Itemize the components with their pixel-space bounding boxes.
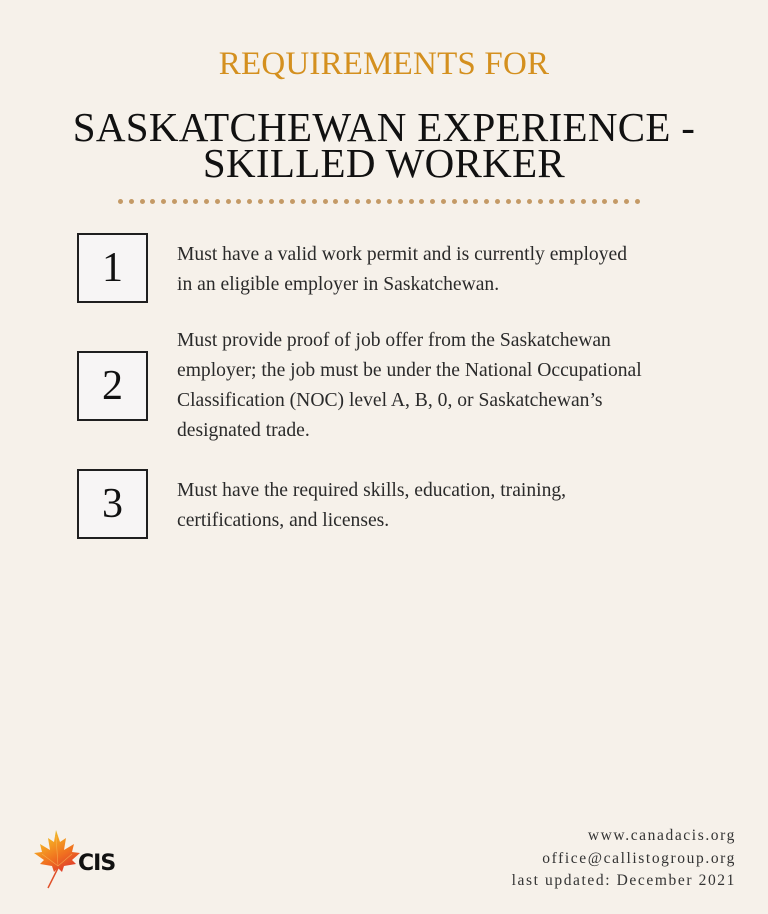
divider-dot xyxy=(570,199,575,204)
divider-dot xyxy=(204,199,209,204)
number-box: 2 xyxy=(77,351,148,421)
divider-dot xyxy=(473,199,478,204)
title-line-2: SKILLED WORKER xyxy=(202,140,566,186)
divider-dot xyxy=(495,199,500,204)
divider-dot xyxy=(549,199,554,204)
divider-dot xyxy=(592,199,597,204)
divider-dot xyxy=(635,199,640,204)
divider-dot xyxy=(398,199,403,204)
maple-leaf-icon xyxy=(26,828,118,890)
divider-dot xyxy=(419,199,424,204)
divider-dot xyxy=(215,199,220,204)
page-title xyxy=(0,104,768,186)
divider-dot xyxy=(624,199,629,204)
divider-dot xyxy=(312,199,317,204)
divider-dot xyxy=(150,199,155,204)
divider-dot xyxy=(140,199,145,204)
divider-dot xyxy=(247,199,252,204)
svg-text:CIS: CIS xyxy=(78,851,116,876)
last-updated: last updated: December 2021 xyxy=(511,872,736,889)
divider-dot xyxy=(226,199,231,204)
website-link[interactable]: www.canadacis.org xyxy=(587,827,736,844)
divider-dot xyxy=(506,199,511,204)
requirement-text: Must provide proof of job offer from the Saskatchewan employer; the job must be under the National Occupational Classification (NOC) level A, B, 0, or Saskatchewan’s designated trade. xyxy=(177,330,642,441)
cis-logo xyxy=(26,828,118,890)
divider-dot xyxy=(172,199,177,204)
title-line-1: SASKATCHEWAN EXPERIENCE - xyxy=(72,104,696,150)
divider-dot xyxy=(527,199,532,204)
requirement-text: Must have a valid work permit and is currently employed in an eligible employer in Saskatchewan. xyxy=(177,244,627,295)
divider-dot xyxy=(183,199,188,204)
divider-dot xyxy=(409,199,414,204)
divider-dot xyxy=(269,199,274,204)
divider-dot xyxy=(333,199,338,204)
divider-dot xyxy=(258,199,263,204)
divider-dot xyxy=(290,199,295,204)
requirement-text: Must have the required skills, education, training, certifications, and licenses. xyxy=(177,480,567,531)
divider-dot xyxy=(376,199,381,204)
divider-dot xyxy=(366,199,371,204)
divider-dot xyxy=(344,199,349,204)
divider-dot xyxy=(161,199,166,204)
divider-dot xyxy=(613,199,618,204)
divider-dot xyxy=(559,199,564,204)
page-subtitle: REQUIREMENTS FOR xyxy=(218,46,550,82)
divider-dot xyxy=(441,199,446,204)
divider-dot xyxy=(452,199,457,204)
divider-dot xyxy=(279,199,284,204)
dotted-divider xyxy=(118,196,640,206)
divider-dot xyxy=(118,199,123,204)
divider-dot xyxy=(463,199,468,204)
divider-dot xyxy=(516,199,521,204)
divider-dot xyxy=(430,199,435,204)
divider-dot xyxy=(193,199,198,204)
divider-dot xyxy=(323,199,328,204)
number-box: 1 xyxy=(77,233,148,303)
divider-dot xyxy=(602,199,607,204)
divider-dot xyxy=(355,199,360,204)
divider-dot xyxy=(538,199,543,204)
divider-dot xyxy=(129,199,134,204)
email-link[interactable]: office@callistogroup.org xyxy=(542,849,736,867)
divider-dot xyxy=(387,199,392,204)
divider-dot xyxy=(301,199,306,204)
divider-dot xyxy=(581,199,586,204)
footer-contact xyxy=(512,825,736,893)
divider-dot xyxy=(484,199,489,204)
divider-dot xyxy=(236,199,241,204)
number-box: 3 xyxy=(77,469,148,539)
